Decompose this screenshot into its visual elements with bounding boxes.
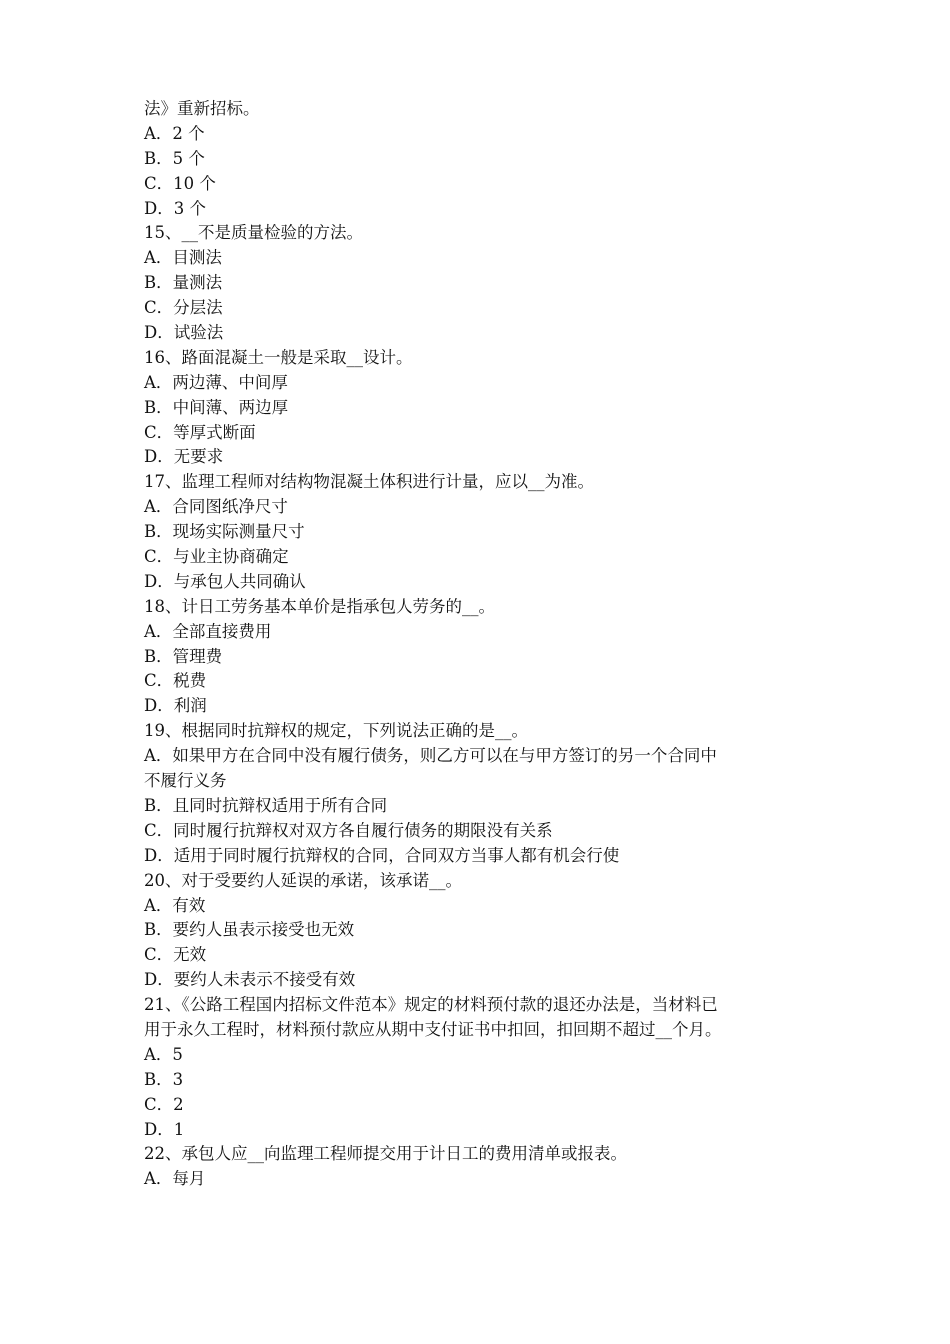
option-line: B．现场实际测量尺寸 bbox=[144, 522, 305, 542]
option-line: D．无要求 bbox=[144, 447, 224, 467]
option-line: C．无效 bbox=[144, 945, 207, 965]
option-line: A．全部直接费用 bbox=[144, 621, 272, 641]
question-line: 18、计日工劳务基本单价是指承包人劳务的__。 bbox=[144, 596, 495, 616]
option-line: C．与业主协商确定 bbox=[144, 547, 289, 567]
option-line: D．与承包人共同确认 bbox=[144, 571, 306, 591]
question-line: 22、承包人应__向监理工程师提交用于计日工的费用清单或报表。 bbox=[144, 1144, 627, 1164]
option-line: C．等厚式断面 bbox=[144, 422, 256, 442]
option-line: D．试验法 bbox=[144, 323, 224, 343]
option-line: B．3 bbox=[144, 1069, 184, 1089]
question-line: 20、对于受要约人延误的承诺，该承诺__。 bbox=[144, 870, 462, 890]
option-line: B．中间薄、两边厚 bbox=[144, 397, 289, 417]
question-line: 16、路面混凝土一般是采取__设计。 bbox=[144, 347, 413, 367]
option-line: A．2 个 bbox=[144, 123, 205, 143]
option-line: C．分层法 bbox=[144, 298, 223, 318]
question-line-continuation: 用于永久工程时，材料预付款应从期中支付证书中扣回，扣回期不超过__个月。 bbox=[144, 1019, 722, 1039]
document-body bbox=[144, 97, 824, 1192]
option-line: B．且同时抗辩权适用于所有合同 bbox=[144, 795, 388, 815]
option-line: D．要约人未表示不接受有效 bbox=[144, 970, 356, 990]
option-line: D．利润 bbox=[144, 696, 207, 716]
option-line: A．5 bbox=[144, 1044, 183, 1064]
question-line: 17、监理工程师对结构物混凝土体积进行计量，应以__为准。 bbox=[144, 472, 594, 492]
option-line: D．3 个 bbox=[144, 198, 206, 218]
option-line: A．目测法 bbox=[144, 248, 222, 268]
option-line-continuation: 不履行义务 bbox=[144, 771, 227, 791]
option-line: C．税费 bbox=[144, 671, 207, 691]
option-line: C．10 个 bbox=[144, 173, 216, 193]
option-line: B．5 个 bbox=[144, 148, 205, 168]
option-line: D．1 bbox=[144, 1119, 185, 1139]
option-line: B．量测法 bbox=[144, 273, 223, 293]
option-line: A．每月 bbox=[144, 1169, 206, 1189]
text-line: 法》重新招标。 bbox=[144, 99, 260, 118]
question-line: 21、《公路工程国内招标文件范本》规定的材料预付款的退还办法是，当材料已 bbox=[144, 995, 718, 1015]
option-line: B．管理费 bbox=[144, 646, 223, 666]
option-line: C．同时履行抗辩权对双方各自履行债务的期限没有关系 bbox=[144, 820, 553, 840]
option-line: A．合同图纸净尺寸 bbox=[144, 497, 288, 517]
option-line: C．2 bbox=[144, 1094, 184, 1114]
option-line: A．两边薄、中间厚 bbox=[144, 372, 288, 392]
option-line: A．如果甲方在合同中没有履行债务，则乙方可以在与甲方签订的另一个合同中 bbox=[144, 746, 717, 766]
question-line: 15、__不是质量检验的方法。 bbox=[144, 223, 363, 243]
option-line: B．要约人虽表示接受也无效 bbox=[144, 920, 355, 940]
option-line: D．适用于同时履行抗辩权的合同，合同双方当事人都有机会行使 bbox=[144, 845, 620, 865]
option-line: A．有效 bbox=[144, 895, 206, 915]
question-line: 19、根据同时抗辩权的规定，下列说法正确的是__。 bbox=[144, 721, 528, 741]
